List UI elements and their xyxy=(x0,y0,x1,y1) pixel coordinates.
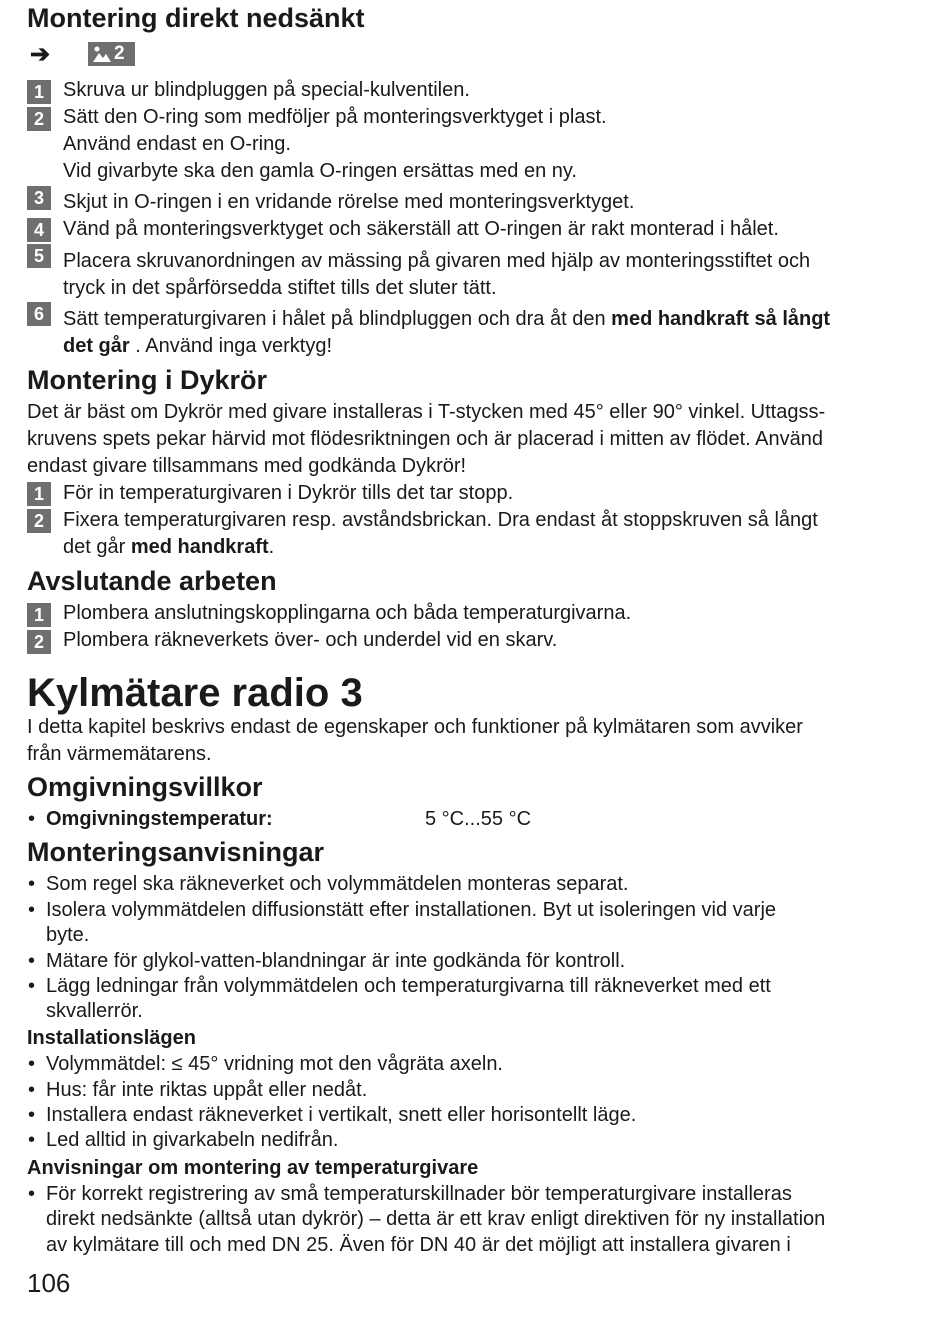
image-icon xyxy=(92,45,112,63)
step-text: Plombera anslutningskopplingarna och båda temperaturgivarna. xyxy=(63,602,632,624)
step-text: det går med handkraft. xyxy=(63,536,275,558)
bullet: • xyxy=(28,1104,36,1126)
section-heading: Omgivningsvillkor xyxy=(27,772,263,802)
paragraph-line: I detta kapitel beskrivs endast de egenskaper och funktioner på kylmätaren som avviker xyxy=(27,716,803,738)
figure-reference xyxy=(88,42,135,66)
paragraph-line: kruvens spets pekar härvid mot flödesriktningen och är placerad i mitten av flödet. Använd xyxy=(27,428,823,450)
step-number: 1 xyxy=(27,80,51,104)
step-text: Sätt temperaturgivaren i hålet på blindpluggen och dra åt den med handkraft så långt xyxy=(63,308,831,330)
bullet: • xyxy=(28,975,36,997)
step-text: Vänd på monteringsverktyget och säkerställ att O-ringen är rakt monterad i hålet. xyxy=(63,218,779,240)
list-item: Som regel ska räkneverket och volymmätdelen monteras separat. xyxy=(46,873,629,895)
step-number: 1 xyxy=(27,603,51,627)
list-item: Installera endast räkneverket i vertikalt, snett eller horisontellt läge. xyxy=(46,1104,637,1126)
page-number: 106 xyxy=(27,1268,71,1298)
bullet: • xyxy=(28,1183,36,1205)
step-text: Skjut in O-ringen i en vridande rörelse med monteringsverktyget. xyxy=(63,191,635,213)
list-item: av kylmätare till och med DN 25. Även för DN 40 är det möjligt att installera givaren i xyxy=(46,1234,791,1256)
section-heading: Montering i Dykrör xyxy=(27,365,268,395)
spec-label: Omgivningstemperatur: xyxy=(46,808,273,830)
step-number: 4 xyxy=(27,218,51,242)
chapter-title: Kylmätare radio 3 xyxy=(27,671,363,715)
subheading: Installationslägen xyxy=(27,1027,196,1049)
list-item: Isolera volymmätdelen diffusionstätt efter installationen. Byt ut isoleringen vid varje xyxy=(46,899,777,921)
paragraph-line: endast givare tillsammans med godkända Dykrör! xyxy=(27,455,467,477)
arrow-icon: ➔ xyxy=(30,41,51,68)
step-text: tryck in det spårförsedda stiftet tills det sluter tätt. xyxy=(63,277,497,299)
step-text: Vid givarbyte ska den gamla O-ringen ersättas med en ny. xyxy=(63,160,577,182)
bullet: • xyxy=(28,873,36,895)
step-text: Skruva ur blindpluggen på special-kulventilen. xyxy=(63,79,470,101)
bullet: • xyxy=(28,950,36,972)
bullet: • xyxy=(28,1079,36,1101)
step-number: 6 xyxy=(27,302,51,326)
step-number: 1 xyxy=(27,482,51,506)
list-item: Led alltid in givarkabeln nedifrån. xyxy=(46,1129,339,1151)
step-text: För in temperaturgivaren i Dykrör tills det tar stopp. xyxy=(63,482,514,504)
step-number: 3 xyxy=(27,186,51,210)
figure-number: 2 xyxy=(114,43,125,64)
step-text: det går . Använd inga verktyg! xyxy=(63,335,333,357)
step-text: Fixera temperaturgivaren resp. avståndsbrickan. Dra endast åt stoppskruven så långt xyxy=(63,509,818,531)
list-item: Volymmätdel: ≤ 45° vridning mot den vågräta axeln. xyxy=(46,1053,503,1075)
section-heading: Montering direkt nedsänkt xyxy=(27,3,365,33)
step-number: 2 xyxy=(27,107,51,131)
step-number: 5 xyxy=(27,244,51,268)
step-text: Använd endast en O-ring. xyxy=(63,133,291,155)
section-heading: Avslutande arbeten xyxy=(27,566,277,596)
paragraph-line: Det är bäst om Dykrör med givare installeras i T-stycken med 45° eller 90° vinkel. Uttagss- xyxy=(27,401,826,423)
bullet: • xyxy=(28,808,36,830)
subheading: Anvisningar om montering av temperaturgivare xyxy=(27,1157,479,1179)
bullet: • xyxy=(28,1129,36,1151)
list-item: Hus: får inte riktas uppåt eller nedåt. xyxy=(46,1079,368,1101)
step-text: Plombera räkneverkets över- och underdel vid en skarv. xyxy=(63,629,558,651)
section-heading: Monteringsanvisningar xyxy=(27,837,325,867)
list-item: För korrekt registrering av små temperaturskillnader bör temperaturgivare installeras xyxy=(46,1183,792,1205)
bullet: • xyxy=(28,899,36,921)
step-number: 2 xyxy=(27,630,51,654)
list-item: Lägg ledningar från volymmätdelen och temperaturgivarna till räkneverket med ett xyxy=(46,975,771,997)
step-text: Placera skruvanordningen av mässing på givaren med hjälp av monteringsstiftet och xyxy=(63,250,811,272)
step-number: 2 xyxy=(27,509,51,533)
list-item: byte. xyxy=(46,924,90,946)
list-item: Mätare för glykol-vatten-blandningar är inte godkända för kontroll. xyxy=(46,950,626,972)
paragraph-line: från värmemätarens. xyxy=(27,743,212,765)
list-item: skvallerrör. xyxy=(46,1000,143,1022)
spec-value: 5 °C...55 °C xyxy=(425,808,532,830)
step-text: Sätt den O-ring som medföljer på monteringsverktyget i plast. xyxy=(63,106,607,128)
list-item: direkt nedsänkte (alltså utan dykrör) – detta är ett krav enligt direktiven för ny installation xyxy=(46,1208,826,1230)
bullet: • xyxy=(28,1053,36,1075)
